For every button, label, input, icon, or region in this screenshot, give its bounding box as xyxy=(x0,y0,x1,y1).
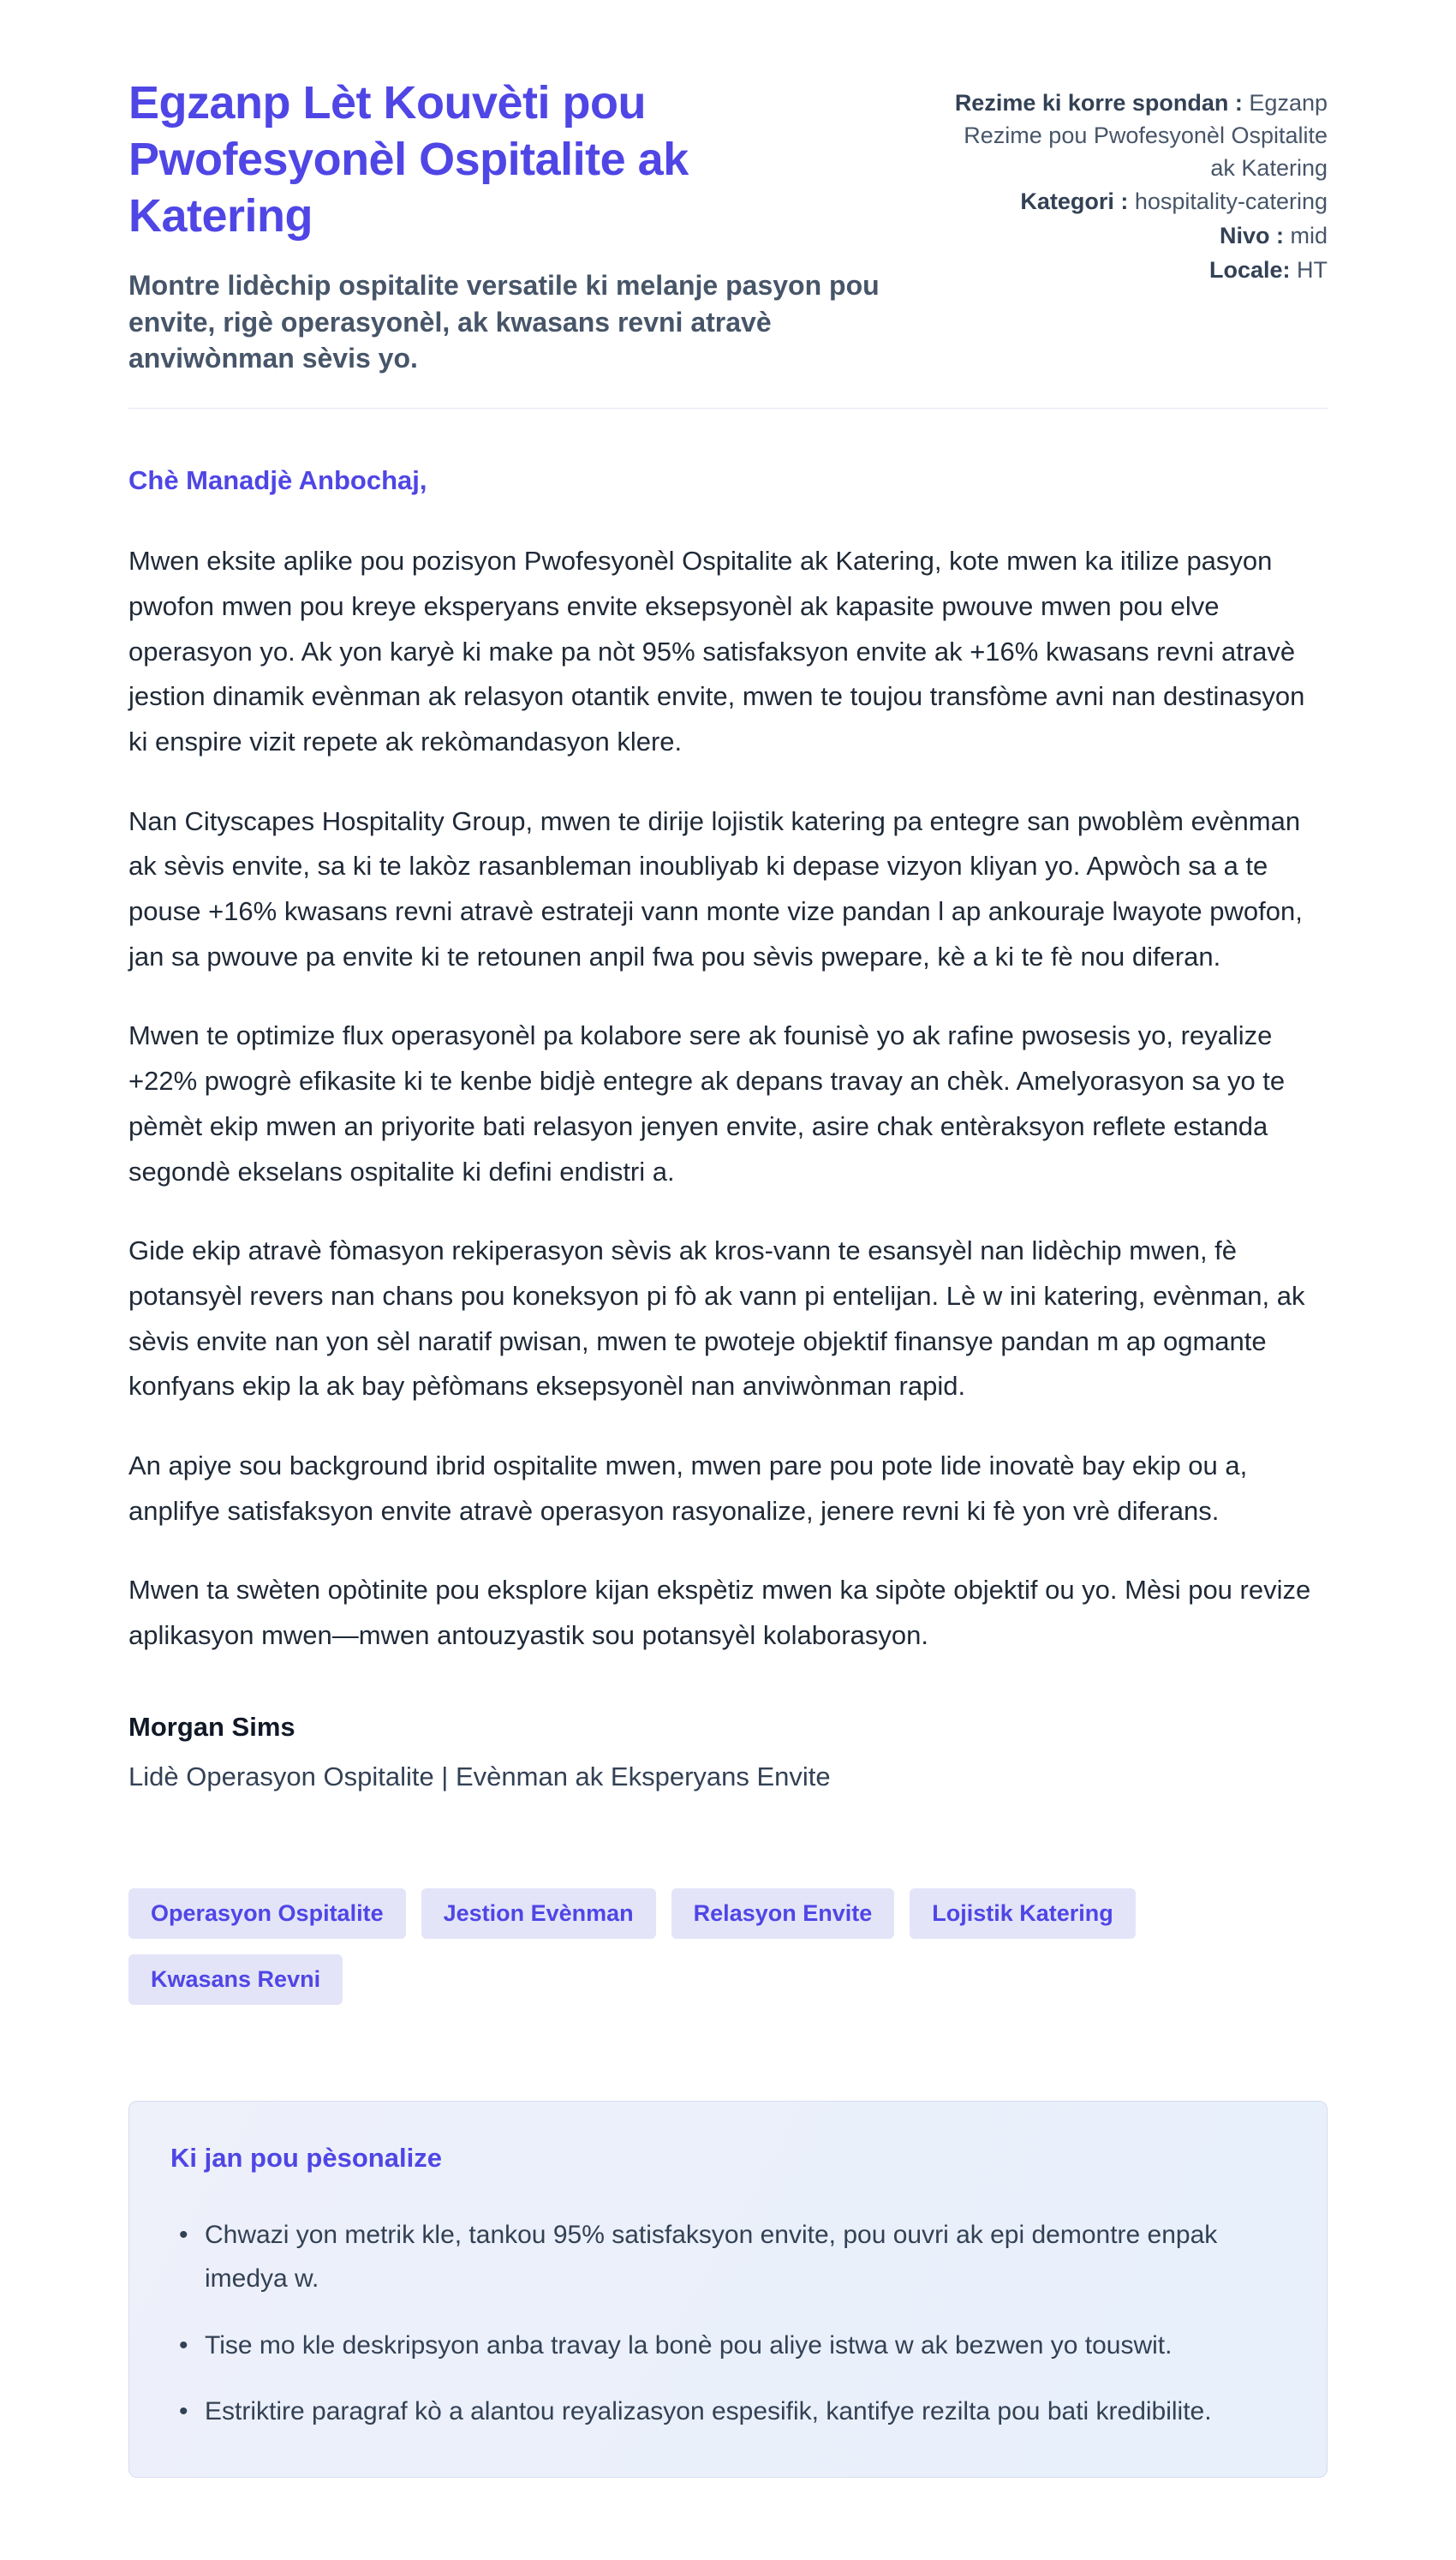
letter-paragraph: Mwen ta swèten opòtinite pou eksplore kijan ekspètiz mwen ka sipòte objektif ou yo. Mèsi pou revize aplikasyon mwen—mwen antouzyastik sou potansyèl kolaborasyon. xyxy=(128,1575,1311,1650)
letter-paragraph: An apiye sou background ibrid ospitalite mwen, mwen pare pou pote lide inovatè bay ekip ou a, anplifye satisfaksyon envite atravè operasyon rasyonalize, jenere revni ki fè yon vrè diferans. xyxy=(128,1450,1248,1526)
signature-block xyxy=(128,1712,1328,1792)
signature-name: Morgan Sims xyxy=(128,1711,295,1742)
meta-locale-value: HT xyxy=(1297,256,1328,283)
meta-matching-resume-label: Rezime ki korre spondan : xyxy=(954,90,1243,116)
meta-matching-resume-value: Egzanp Rezime pou Pwofesyonèl Ospitalite ak Katering xyxy=(964,90,1328,181)
letter-greeting: Chè Manadjè Anbochaj, xyxy=(128,465,427,496)
tip-item: • Estriktire paragraf kò a alantou reyalizasyon espesifik, kantifye rezilta pou bati kredibilite. xyxy=(170,2390,1286,2434)
tag-kwasans-revni: Kwasans Revni xyxy=(128,1954,343,2005)
meta-category-value: hospitality-catering xyxy=(1134,188,1328,215)
tips-list xyxy=(170,2213,1286,2434)
tips-panel-title: Ki jan pou pèsonalize xyxy=(170,2142,442,2173)
header-divider xyxy=(128,408,1328,409)
page-header xyxy=(128,75,1328,377)
letter-paragraph: Mwen te optimize flux operasyonèl pa kolabore sere ak founisè yo ak rafine pwosesis yo, reyalize +22% pwogrè efikasite ki te kenbe bidjè entegre ak depans travay an chèk. Amelyorasyon sa yo te pèmèt ekip mwen an priyorite bati relasyon jenyen envite, asire chak entèraksyon reflete estanda segondè ekselans ospitalite ki defini endistri a. xyxy=(128,1020,1286,1187)
meta-locale-label: Locale: xyxy=(1208,256,1291,283)
letter-body xyxy=(128,465,1328,1791)
personalize-tips-panel xyxy=(128,2101,1328,2478)
header-title-block xyxy=(128,75,899,377)
tag-jestion-evenman: Jestion Evènman xyxy=(421,1888,656,1939)
meta-level xyxy=(934,220,1328,253)
tip-item: • Tise mo kle deskripsyon anba travay la bonè pou aliye istwa w ak bezwen yo touswit. xyxy=(170,2324,1286,2368)
letter-paragraph: Gide ekip atravè fòmasyon rekiperasyon sèvis ak kros-vann te esansyèl nan lidèchip mwen, fè potansyèl revers nan chans pou koneksyon pi fò ak vann pi entelijan. Lè w ini katering, evènman, ak sèvis envite nan yon sèl naratif pwisan, mwen te pwoteje objektif finansye pandan m ap ogmante konfyans ekip la ak bay pèfòmans eksepsyonèl nan anviwònman rapid. xyxy=(128,1235,1305,1402)
meta-category xyxy=(934,186,1328,218)
tag-lojistik-katering: Lojistik Katering xyxy=(910,1888,1136,1939)
tip-item: • Chwazi yon metrik kle, tankou 95% satisfaksyon envite, pou ouvri ak epi demontre enpak imedya w. xyxy=(170,2213,1286,2301)
meta-category-label: Kategori : xyxy=(1020,188,1129,215)
tag-relasyon-envite: Relasyon Envite xyxy=(671,1888,895,1939)
letter-paragraph: Nan Cityscapes Hospitality Group, mwen te dirije lojistik katering pa entegre san pwoblèm evènman ak sèvis envite, sa ki te lakòz rasanbleman inoubliyab ki depase vizyon kliyan yo. Apwòch sa a te pouse +16% kwasans revni atravè estrateji vann monte vize pandan l ap ankouraje lwayote pwofon, jan sa pwouve pa envite ki te retounen anpil fwa pou sèvis pwepare, kè a ki te fè nou diferan. xyxy=(128,805,1303,972)
letter-paragraph: Mwen eksite aplike pou pozisyon Pwofesyonèl Ospitalite ak Katering, kote mwen ka itilize pasyon pwofon mwen pou kreye eksperyans envite eksepsyonèl ak kapasite pwouve mwen pou elve operasyon yo. Ak yon karyè ki make pa nòt 95% satisfaksyon envite ak +16% kwasans revni atravè jestion dinamik evènman ak relasyon otantik envite, mwen te toujou transfòme avni nan destinasyon ki enspire vizit repete ak rekòmandasyon klere. xyxy=(128,546,1305,757)
meta-matching-resume xyxy=(934,87,1328,184)
tag-list xyxy=(128,1888,1328,2005)
tag-operasyon-ospitalite: Operasyon Ospitalite xyxy=(128,1888,406,1939)
page-title: Egzanp Lèt Kouvèti pou Pwofesyonèl Ospitalite ak Katering xyxy=(128,77,689,242)
meta-level-value: mid xyxy=(1290,223,1328,249)
meta-block xyxy=(934,75,1328,289)
signature-role: Lidè Operasyon Ospitalite | Evènman ak Eksperyans Envite xyxy=(128,1761,831,1791)
page-subtitle: Montre lidèchip ospitalite versatile ki melanje pasyon pou envite, rigè operasyonèl, ak kwasans revni atravè anviwònman sèvis yo. xyxy=(128,269,880,374)
meta-level-label: Nivo : xyxy=(1219,223,1284,249)
meta-locale xyxy=(934,254,1328,287)
